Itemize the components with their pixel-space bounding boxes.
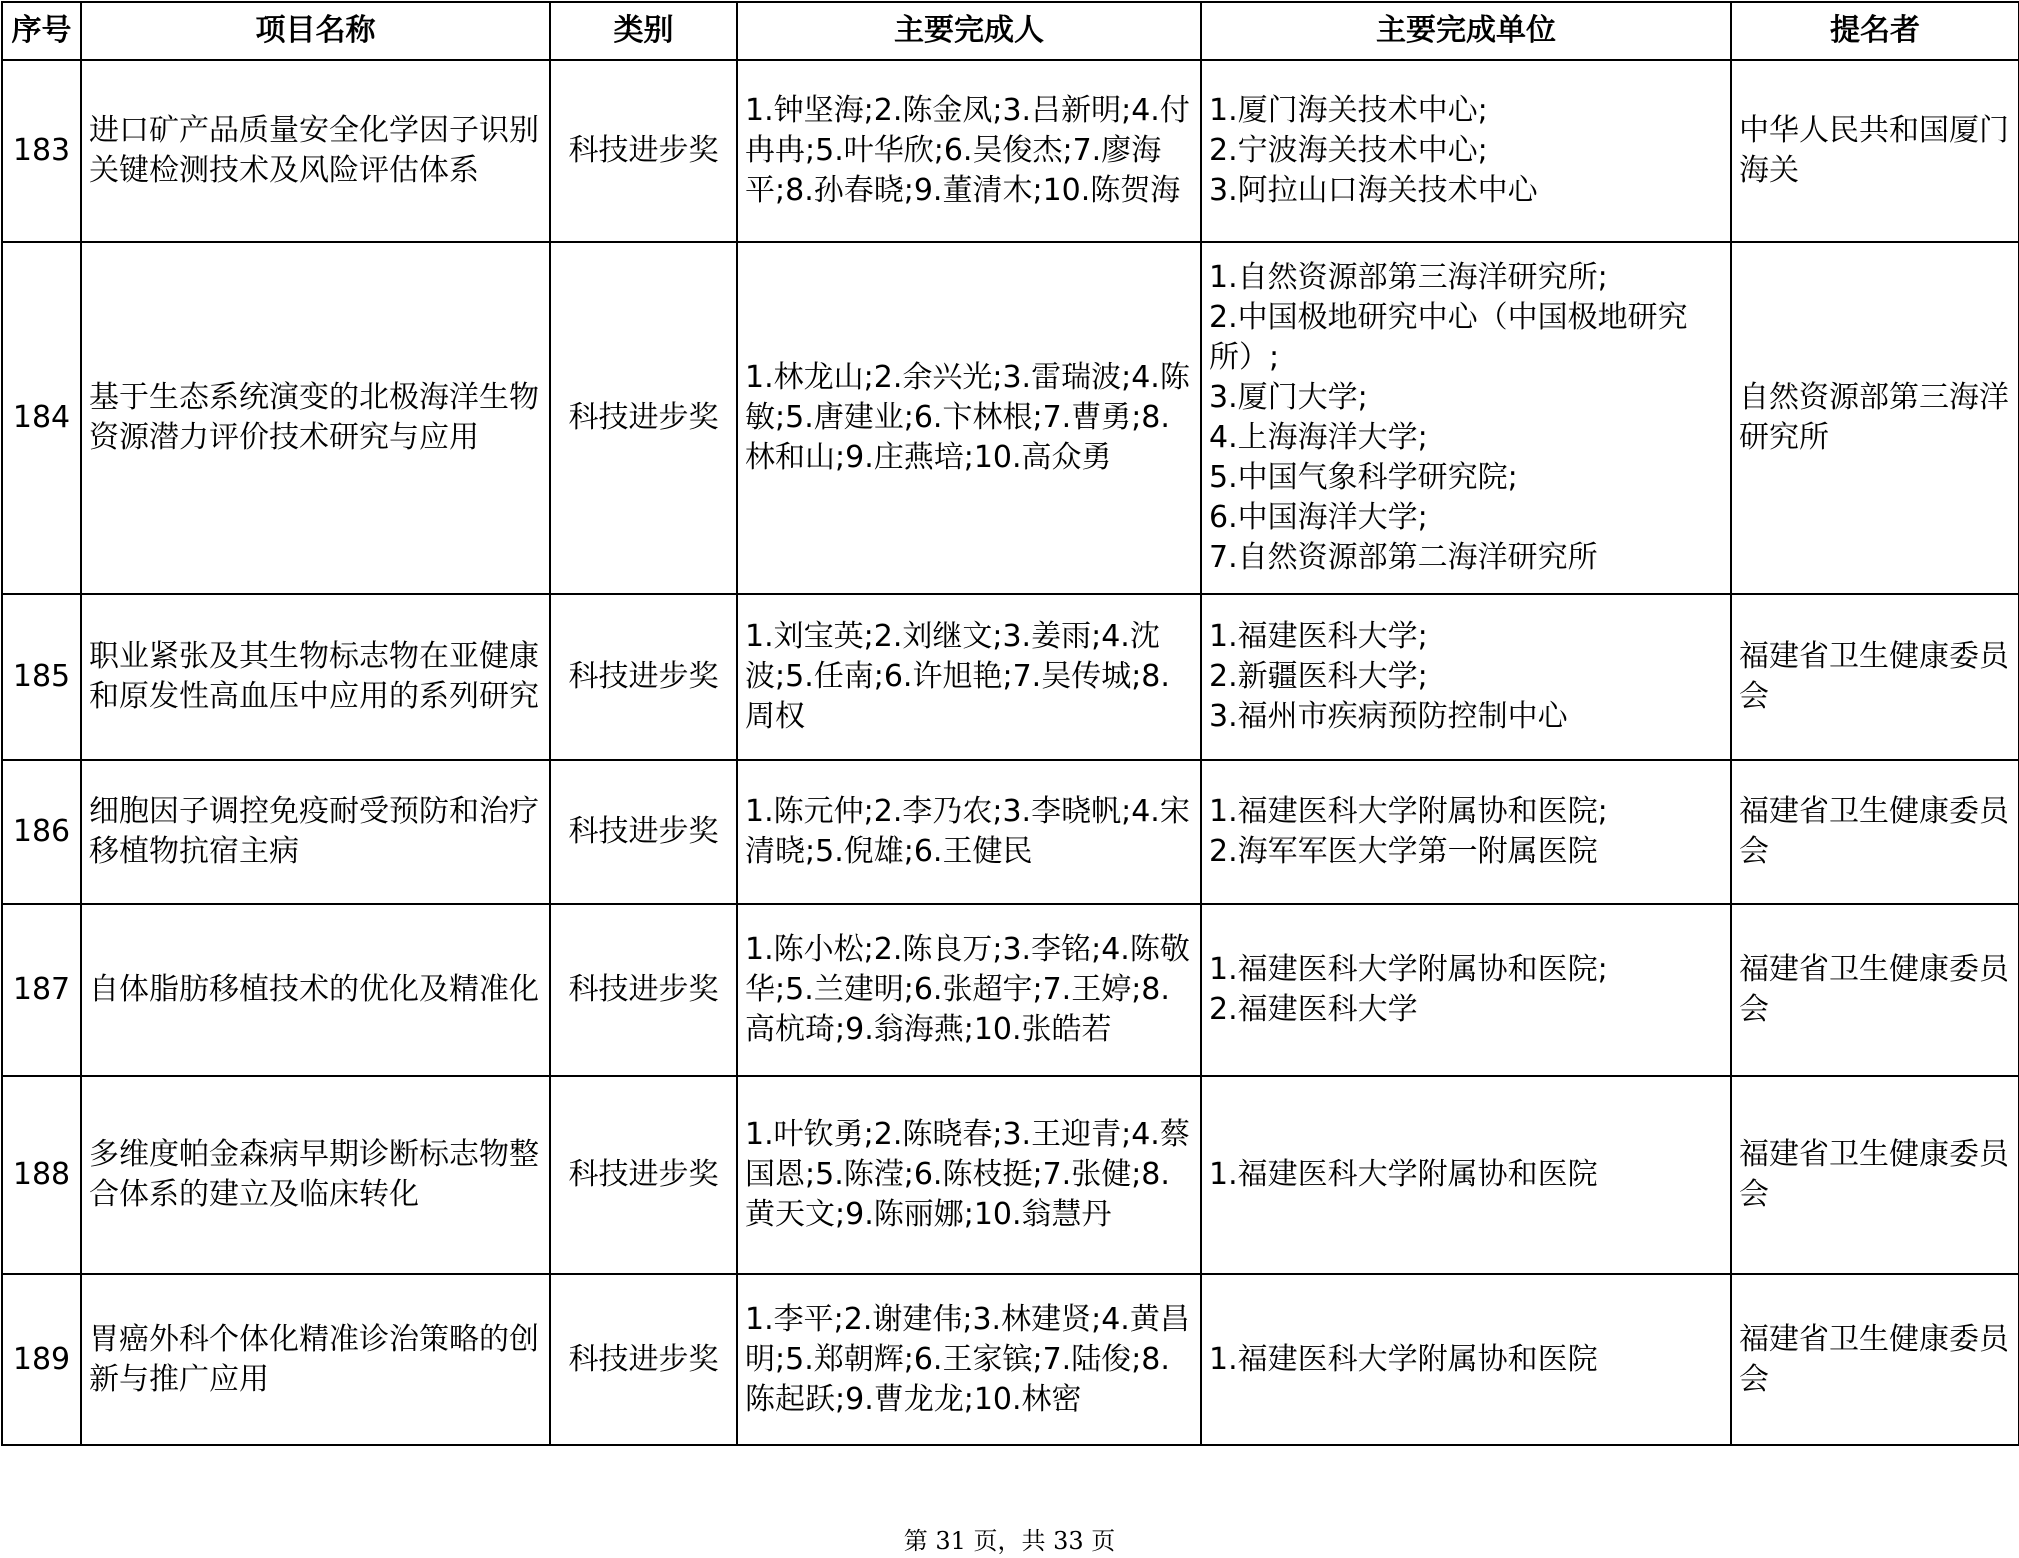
cell-main-persons: 1.钟坚海;2.陈金凤;3.吕新明;4.付冉冉;5.叶华欣;6.吴俊杰;7.廖海平;8.孙春晓;9.董清木;10.陈贺海 (737, 60, 1201, 242)
cell-main-persons: 1.陈元仲;2.李乃农;3.李晓帆;4.宋清晓;5.倪雄;6.王健民 (737, 760, 1201, 904)
cell-category: 科技进步奖 (550, 594, 737, 760)
header-main-units: 主要完成单位 (1201, 2, 1731, 60)
unit-line: 1.福建医科大学附属协和医院; (1209, 794, 1608, 829)
cell-category: 科技进步奖 (550, 760, 737, 904)
cell-category: 科技进步奖 (550, 1274, 737, 1445)
cell-seq: 187 (2, 904, 81, 1076)
cell-main-units (1201, 904, 1731, 1076)
cell-project-name: 自体脂肪移植技术的优化及精准化 (81, 904, 550, 1076)
unit-line: 4.上海海洋大学; (1209, 420, 1428, 455)
unit-line: 1.福建医科大学附属协和医院 (1209, 1157, 1598, 1192)
header-category: 类别 (550, 2, 737, 60)
cell-category: 科技进步奖 (550, 1076, 737, 1274)
unit-line: 3.阿拉山口海关技术中心 (1209, 173, 1538, 208)
cell-nominator: 福建省卫生健康委员会 (1731, 1076, 2019, 1274)
header-main-persons: 主要完成人 (737, 2, 1201, 60)
unit-line: 3.福州市疾病预防控制中心 (1209, 699, 1568, 734)
unit-line: 2.福建医科大学 (1209, 992, 1418, 1027)
cell-main-units (1201, 60, 1731, 242)
table-row (2, 1274, 2019, 1445)
cell-main-units (1201, 242, 1731, 594)
cell-project-name: 进口矿产品质量安全化学因子识别关键检测技术及风险评估体系 (81, 60, 550, 242)
cell-project-name: 多维度帕金森病早期诊断标志物整合体系的建立及临床转化 (81, 1076, 550, 1274)
cell-category: 科技进步奖 (550, 60, 737, 242)
unit-line: 2.宁波海关技术中心; (1209, 133, 1488, 168)
table-row (2, 594, 2019, 760)
cell-main-persons: 1.陈小松;2.陈良万;3.李铭;4.陈敬华;5.兰建明;6.张超宇;7.王婷;8.高杭琦;9.翁海燕;10.张皓若 (737, 904, 1201, 1076)
cell-category: 科技进步奖 (550, 242, 737, 594)
cell-main-units (1201, 1076, 1731, 1274)
header-row (2, 2, 2019, 60)
cell-seq: 188 (2, 1076, 81, 1274)
cell-main-persons: 1.叶钦勇;2.陈晓春;3.王迎青;4.蔡国恩;5.陈滢;6.陈枝挺;7.张健;8.黄天文;9.陈丽娜;10.翁慧丹 (737, 1076, 1201, 1274)
unit-line: 2.中国极地研究中心（中国极地研究所）; (1209, 300, 1688, 375)
cell-seq: 189 (2, 1274, 81, 1445)
table-row (2, 60, 2019, 242)
cell-seq: 184 (2, 242, 81, 594)
cell-main-persons: 1.李平;2.谢建伟;3.林建贤;4.黄昌明;5.郑朝辉;6.王家镔;7.陆俊;8.陈起跃;9.曹龙龙;10.林密 (737, 1274, 1201, 1445)
table-row (2, 904, 2019, 1076)
header-nominator: 提名者 (1731, 2, 2019, 60)
header-project-name: 项目名称 (81, 2, 550, 60)
cell-main-persons: 1.刘宝英;2.刘继文;3.姜雨;4.沈波;5.任南;6.许旭艳;7.吴传城;8.周权 (737, 594, 1201, 760)
unit-line: 5.中国气象科学研究院; (1209, 460, 1518, 495)
table-row (2, 760, 2019, 904)
cell-nominator: 福建省卫生健康委员会 (1731, 760, 2019, 904)
cell-project-name: 细胞因子调控免疫耐受预防和治疗移植物抗宿主病 (81, 760, 550, 904)
unit-line: 1.福建医科大学附属协和医院 (1209, 1341, 1598, 1377)
award-table (1, 1, 2019, 1446)
table-row (2, 242, 2019, 594)
unit-line: 2.新疆医科大学; (1209, 659, 1428, 694)
page-number-footer: 第 31 页，共 33 页 (903, 1527, 1116, 1555)
cell-nominator: 福建省卫生健康委员会 (1731, 594, 2019, 760)
cell-category: 科技进步奖 (550, 904, 737, 1076)
cell-project-name: 职业紧张及其生物标志物在亚健康和原发性高血压中应用的系列研究 (81, 594, 550, 760)
cell-nominator: 中华人民共和国厦门海关 (1731, 60, 2019, 242)
unit-line: 1.厦门海关技术中心; (1209, 93, 1488, 128)
unit-line: 3.厦门大学; (1209, 380, 1368, 415)
table-row (2, 1076, 2019, 1274)
unit-line: 1.自然资源部第三海洋研究所; (1209, 260, 1608, 295)
cell-nominator: 福建省卫生健康委员会 (1731, 1274, 2019, 1445)
header-seq: 序号 (2, 2, 81, 60)
unit-line: 6.中国海洋大学; (1209, 500, 1428, 535)
unit-line: 2.海军军医大学第一附属医院 (1209, 834, 1598, 869)
unit-line: 1.福建医科大学附属协和医院; (1209, 952, 1608, 987)
unit-line: 7.自然资源部第二海洋研究所 (1209, 540, 1598, 575)
cell-main-units (1201, 1274, 1731, 1445)
cell-seq: 183 (2, 60, 81, 242)
cell-nominator: 自然资源部第三海洋研究所 (1731, 242, 2019, 594)
unit-line: 1.福建医科大学; (1209, 619, 1428, 654)
cell-nominator: 福建省卫生健康委员会 (1731, 904, 2019, 1076)
cell-main-persons: 1.林龙山;2.余兴光;3.雷瑞波;4.陈敏;5.唐建业;6.卞林根;7.曹勇;8.林和山;9.庄燕培;10.高众勇 (737, 242, 1201, 594)
cell-project-name: 胃癌外科个体化精准诊治策略的创新与推广应用 (81, 1274, 550, 1445)
cell-seq: 185 (2, 594, 81, 760)
cell-project-name: 基于生态系统演变的北极海洋生物资源潜力评价技术研究与应用 (81, 242, 550, 594)
cell-main-units (1201, 594, 1731, 760)
cell-main-units (1201, 760, 1731, 904)
cell-seq: 186 (2, 760, 81, 904)
